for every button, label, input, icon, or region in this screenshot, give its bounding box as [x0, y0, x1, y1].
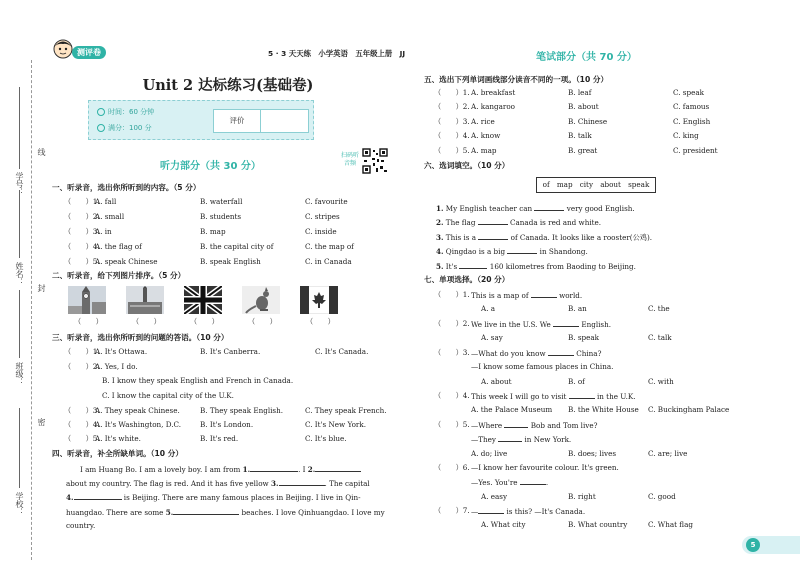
answer-bracket[interactable]: （ ）2. — [434, 319, 470, 328]
option-a[interactable]: A. say — [481, 333, 503, 342]
passage-line: about my country. The flag is red. And it has five yellow 3. . The capital — [66, 479, 370, 488]
blank-input[interactable] — [498, 434, 522, 442]
binding-dashed-line — [31, 60, 32, 560]
option-a[interactable]: A. the Palace Museum — [471, 405, 553, 414]
option-b[interactable]: B. waterfall — [200, 197, 243, 206]
option-c[interactable]: C. It's Canada. — [315, 347, 369, 356]
listening-heading: 听力部分（共 30 分） — [160, 161, 261, 172]
option-a[interactable]: A. It's white. — [95, 434, 141, 443]
option-a[interactable]: A. the flag of — [95, 242, 142, 251]
big-ben-picture — [68, 286, 106, 314]
option-a[interactable]: A. kangaroo — [471, 102, 516, 111]
passage-line: huangdao. There are some 5. beaches. I love Qinhuangdao. I love my — [66, 508, 385, 517]
section-5-title: 五、选出下列单词画线部分读音不同的一项。（10 分） — [424, 75, 609, 84]
qr-code-icon[interactable] — [362, 148, 388, 174]
page-number-tab — [742, 536, 800, 554]
section-1-title: 一、听录音，选出你所听到的内容。（5 分） — [52, 183, 201, 192]
dense-mark: 密 — [37, 418, 46, 426]
blank-input[interactable] — [173, 507, 239, 515]
binding-strip — [0, 0, 48, 575]
rating-field[interactable] — [261, 110, 308, 132]
blank-input[interactable] — [569, 391, 595, 399]
list-item: 1. My English teacher can very good English. — [436, 204, 635, 213]
option-b[interactable]: B. talk — [568, 131, 592, 140]
option-b[interactable]: B. of — [568, 377, 585, 386]
blank-input[interactable] — [553, 319, 579, 327]
question-text: —What do you know China? — [471, 349, 602, 358]
option-a[interactable]: A. They speak Chinese. — [95, 406, 180, 415]
question-text: This is a map of world. — [471, 291, 583, 300]
option-b[interactable]: B. I know they speak English and French in Canada. — [102, 376, 294, 385]
answer-bracket[interactable]: （ ）4. — [64, 242, 100, 251]
canada-flag-picture — [300, 286, 338, 314]
option-b[interactable]: B. speak English — [200, 257, 261, 266]
answer-bracket[interactable]: （ ）2. — [434, 102, 470, 111]
question-text: — is this? —It's Canada. — [471, 507, 586, 516]
blank-input[interactable] — [478, 506, 504, 514]
time-limit: 时间：60 分钟 — [108, 108, 155, 116]
option-c[interactable]: C. They speak French. — [305, 406, 387, 415]
blank-input[interactable] — [478, 217, 508, 225]
answer-bracket[interactable]: （ ）4. — [64, 420, 100, 429]
answer-bracket[interactable]: （ ）1. — [434, 88, 470, 97]
blank-input[interactable] — [534, 203, 564, 211]
school-label: 学校： — [15, 492, 24, 516]
option-b[interactable]: B. It's Canberra. — [200, 347, 261, 356]
answer-bracket[interactable]: （ ）2. — [64, 212, 100, 221]
picture-order-bracket[interactable]: （ ） — [190, 317, 219, 326]
option-c[interactable]: C. famous — [673, 102, 710, 111]
option-a[interactable]: A. small — [95, 212, 125, 221]
picture-order-bracket[interactable]: （ ） — [306, 317, 335, 326]
page-title: Unit 2 达标练习(基础卷) — [142, 77, 314, 94]
option-c[interactable]: C. I know the capital city of the U.K. — [102, 391, 234, 400]
option-a[interactable]: A. What city — [481, 520, 526, 529]
question-text: We live in the U.S. We English. — [471, 320, 612, 329]
list-item: 2. The flag Canada is red and white. — [436, 218, 602, 227]
answer-bracket[interactable]: （ ）1. — [64, 197, 100, 206]
class-line[interactable] — [19, 290, 20, 358]
passage-line: country. — [66, 521, 96, 530]
option-a[interactable]: A. in — [95, 227, 112, 236]
answer-bracket[interactable]: （ ）4. — [434, 391, 470, 400]
option-c[interactable]: C. president — [673, 146, 718, 155]
section-2-title: 二、听录音，给下列图片排序。（5 分） — [52, 271, 186, 280]
option-c[interactable]: C. in Canada — [305, 257, 352, 266]
full-score: 满分：100 分 — [108, 124, 152, 132]
answer-bracket[interactable]: （ ）3. — [434, 117, 470, 126]
option-b[interactable]: B. the capital city of — [200, 242, 274, 251]
option-b[interactable]: B. speak — [568, 333, 600, 342]
blank-input[interactable] — [531, 290, 557, 298]
section-3-title: 三、听录音，选出你所听到的问题的答语。（10 分） — [52, 333, 229, 342]
answer-text: —They in New York. — [471, 435, 572, 444]
answer-bracket[interactable]: （ ）3. — [64, 406, 100, 415]
option-c[interactable]: C. stripes — [305, 212, 340, 221]
option-c[interactable]: C. speak — [673, 88, 704, 97]
blank-input[interactable] — [250, 464, 298, 472]
option-c[interactable]: C. inside — [305, 227, 337, 236]
answer-bracket[interactable]: （ ）3. — [64, 227, 100, 236]
option-a[interactable]: A. fall — [95, 197, 117, 206]
answer-bracket[interactable]: （ ）5. — [64, 257, 100, 266]
answer-text: —I know some famous places in China. — [471, 362, 614, 371]
option-c[interactable]: C. talk — [648, 333, 672, 342]
option-b[interactable]: B. great — [568, 146, 598, 155]
option-c[interactable]: C. king — [673, 131, 699, 140]
written-heading: 笔试部分（共 70 分） — [536, 52, 637, 63]
picture-order-bracket[interactable]: （ ） — [132, 317, 161, 326]
picture-order-bracket[interactable]: （ ） — [248, 317, 277, 326]
option-c[interactable]: C. the — [648, 304, 670, 313]
option-a[interactable]: A. speak Chinese — [95, 257, 158, 266]
option-c[interactable]: C. It's blue. — [305, 434, 347, 443]
option-c[interactable]: C. with — [648, 377, 674, 386]
question-text: This week I will go to visit in the U.K. — [471, 392, 636, 401]
section-6-title: 六、选词填空。（10 分） — [424, 161, 510, 170]
question-text: —Where Bob and Tom live? — [471, 421, 598, 430]
answer-bracket[interactable]: （ ）6. — [434, 463, 470, 472]
option-b[interactable]: B. students — [200, 212, 242, 221]
test-badge: 测评卷 — [72, 46, 106, 59]
option-a[interactable]: A. It's Ottawa. — [95, 347, 148, 356]
mascot-icon — [52, 38, 74, 62]
option-b[interactable]: B. It's London. — [200, 420, 254, 429]
question-text: —I know her favourite colour. It's green. — [471, 463, 619, 472]
option-b[interactable]: B. an — [568, 304, 587, 313]
blank-input[interactable] — [520, 477, 546, 485]
option-c[interactable]: C. What flag — [648, 520, 693, 529]
option-c[interactable]: C. the map of — [305, 242, 354, 251]
blank-input[interactable] — [279, 478, 325, 486]
option-c[interactable]: C. Buckingham Palace — [648, 405, 730, 414]
blank-input[interactable] — [315, 464, 361, 472]
blank-input[interactable] — [478, 232, 508, 240]
answer-text: —Yes. You're . — [471, 478, 549, 487]
option-a[interactable]: A. do; live — [471, 449, 508, 458]
section-7-title: 七、单项选择。（20 分） — [424, 275, 510, 284]
check-icon — [97, 124, 105, 132]
option-b[interactable]: B. It's red. — [200, 434, 239, 443]
option-a[interactable]: A. easy — [481, 492, 508, 501]
student-number-line[interactable] — [19, 87, 20, 169]
option-c[interactable]: C. good — [648, 492, 676, 501]
option-a[interactable]: A. It's Washington, D.C. — [95, 420, 182, 429]
list-item: 5. It's 160 kilometres from Baoding to Beijing. — [436, 262, 636, 271]
option-b[interactable]: B. about — [568, 102, 599, 111]
list-item: 4. Qingdao is a big in Shandong. — [436, 247, 588, 256]
option-c[interactable]: C. English — [673, 117, 711, 126]
option-a[interactable]: A. Yes, I do. — [95, 362, 138, 371]
option-a[interactable]: A. breakfast — [471, 88, 516, 97]
line-mark: 线 — [37, 148, 46, 156]
blank-input[interactable] — [507, 246, 537, 254]
uk-flag-picture — [184, 286, 222, 314]
kangaroo-picture — [242, 286, 280, 314]
answer-bracket[interactable]: （ ）4. — [434, 131, 470, 140]
answer-bracket[interactable]: （ ）2. — [64, 362, 100, 371]
answer-bracket[interactable]: （ ）5. — [434, 420, 470, 429]
option-c[interactable]: C. are; live — [648, 449, 688, 458]
blank-input[interactable] — [459, 261, 487, 269]
option-b[interactable]: B. does; lives — [568, 449, 617, 458]
section-4-title: 四、听录音，补全所缺单词。（10 分） — [52, 449, 183, 458]
option-b[interactable]: B. right — [568, 492, 596, 501]
passage-line: I am Huang Bo. I am a lovely boy. I am from 1. . I 2. — [80, 464, 361, 474]
series-header: 5 · 3 天天练 小学英语 五年级上册 JJ — [268, 49, 406, 58]
rating-box — [213, 109, 309, 133]
option-c[interactable]: C. favourite — [305, 197, 348, 206]
page-number: 5 — [746, 538, 760, 552]
seal-mark: 封 — [37, 284, 46, 292]
option-a[interactable]: A. rice — [471, 117, 495, 126]
word-bank: of map city about speak — [536, 177, 656, 193]
option-b[interactable]: B. the White House — [568, 405, 639, 414]
rating-label: 评价 — [214, 110, 261, 132]
info-banner — [88, 100, 314, 140]
name-label: 姓名： — [15, 262, 24, 286]
school-line[interactable] — [19, 408, 20, 488]
answer-bracket[interactable]: （ ）1. — [64, 347, 100, 356]
blank-input[interactable] — [504, 420, 528, 428]
answer-bracket[interactable]: （ ）5. — [434, 146, 470, 155]
student-number-label: 学号： — [15, 172, 24, 196]
option-a[interactable]: A. about — [481, 377, 512, 386]
class-label: 班级： — [15, 362, 24, 386]
answer-bracket[interactable]: （ ）1. — [434, 290, 470, 299]
list-item: 3. This is a of Canada. It looks like a rooster(公鸡). — [436, 233, 653, 242]
name-line[interactable] — [19, 190, 20, 258]
capital-building-picture — [126, 286, 164, 314]
option-a[interactable]: A. know — [471, 131, 501, 140]
option-b[interactable]: B. They speak English. — [200, 406, 284, 415]
clock-icon — [97, 108, 105, 116]
picture-order-bracket[interactable]: （ ） — [74, 317, 103, 326]
answer-bracket[interactable]: （ ）5. — [64, 434, 100, 443]
answer-bracket[interactable]: （ ）7. — [434, 506, 470, 515]
blank-input[interactable] — [548, 348, 574, 356]
option-b[interactable]: B. Chinese — [568, 117, 608, 126]
blank-input[interactable] — [74, 492, 122, 500]
option-a[interactable]: A. map — [471, 146, 497, 155]
option-c[interactable]: C. It's New York. — [305, 420, 366, 429]
qr-label: 扫码听音频 — [340, 152, 359, 167]
answer-bracket[interactable]: （ ）3. — [434, 348, 470, 357]
option-b[interactable]: B. What country — [568, 520, 628, 529]
passage-line: 4. is Beijing. There are many famous places in Beijing. I live in Qin- — [66, 493, 361, 502]
option-b[interactable]: B. leaf — [568, 88, 592, 97]
option-a[interactable]: A. a — [481, 304, 496, 313]
option-b[interactable]: B. map — [200, 227, 226, 236]
